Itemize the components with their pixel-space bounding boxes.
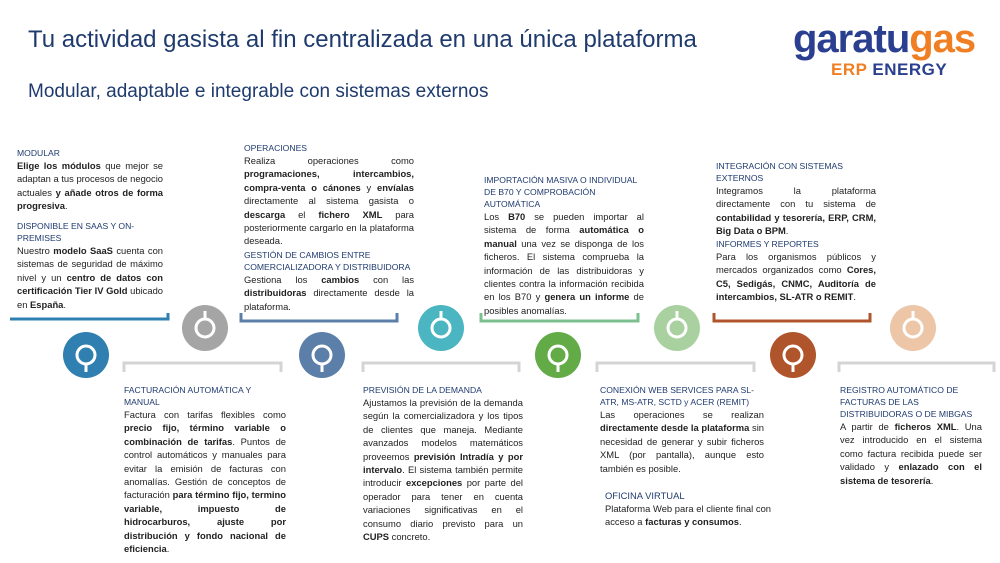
cambios-heading: GESTIÓN DE CAMBIOS ENTRE COMERCIALIZADORA Y DISTRIBUIDORA (244, 250, 411, 272)
timeline-node-5 (535, 332, 581, 378)
integracion-heading: INTEGRACIÓN CON SISTEMAS EXTERNOS (716, 161, 844, 183)
oficina-block (605, 490, 771, 529)
connector-modular (10, 313, 168, 319)
registro-text: A partir de ficheros XML. Una vez introducido en el sistema como factura recibida puede ser validado y enlazado con el sistema de tesorería. (840, 421, 982, 486)
facturacion-block (124, 384, 286, 555)
conexion-text: Las operaciones se realizan directamente desde la plataforma sin necesidad de generar y subir ficheros XML (por pantalla), aunque esto también es posible. (600, 409, 764, 474)
facturacion-heading: FACTURACIÓN AUTOMÁTICA Y MANUAL (124, 385, 252, 407)
logo-part1: garatu (793, 17, 910, 61)
registro-block (840, 384, 982, 487)
page-subtitle: Modular, adaptable e integrable con sistemas externos (28, 81, 489, 102)
cambios-text: Gestiona los cambios con las distribuidoras directamente desde la plataforma. (244, 274, 415, 312)
logo-erp: ERP (831, 60, 868, 79)
timeline-node-6 (654, 305, 700, 351)
timeline-node-7 (770, 332, 816, 378)
informes-block (716, 238, 876, 304)
connector-conexion (597, 363, 754, 372)
informes-text: Para los organismos públicos y mercados organizados como Cores, C5, Sedigás, CNMC, Auditoría de intercambios, SL-ATR o REMIT. (716, 251, 876, 303)
modular-heading: MODULAR (17, 148, 60, 158)
timeline-node-4 (418, 305, 464, 351)
timeline-node-8 (890, 305, 936, 351)
conexion-heading: CONEXIÓN WEB SERVICES PARA SL-ATR, MS-ATR, SCTD y ACER (REMIT) (600, 385, 754, 407)
connector-prevision (363, 363, 519, 372)
informes-heading: INFORMES Y REPORTES (716, 239, 819, 249)
prevision-block (363, 384, 523, 543)
page-title: Tu actividad gasista al fin centralizada en una única plataforma (28, 26, 697, 53)
logo-energy: ENERGY (872, 60, 948, 79)
operaciones-heading: OPERACIONES (244, 143, 308, 153)
timeline-node-2 (182, 305, 228, 351)
operaciones-text: Realiza operaciones como programaciones, intercambios, compra-venta o cánones y envíalas directamente al sistema gasista o descarga el fichero XML para posteriormente cargarlo en la plataforma deseada. (244, 155, 415, 247)
prevision-text: Ajustamos la previsión de la demanda según la comercializadora y los tipos de clientes que maneja. Mediante avanzados modelos matemáticos proveemos previsión Intradía y por intervalo. El sistema también permite introducir excepciones por parte del operador para tener en cuenta variaciones significativas en el consumo diario previsto para un CUPS concreto. (363, 397, 524, 543)
cambios-block (244, 249, 414, 313)
oficina-heading: OFICINA VIRTUAL (605, 490, 685, 501)
saas-block (17, 220, 163, 311)
connector-registro (839, 363, 994, 372)
importacion-heading: IMPORTACIÓN MASIVA O INDIVIDUAL DE B70 Y COMPROBACIÓN AUTOMÁTICA (484, 175, 637, 209)
registro-heading: REGISTRO AUTOMÁTICO DE FACTURAS DE LAS DISTRIBUIDORAS O DE MIBGAS (840, 385, 973, 419)
integracion-block (716, 160, 876, 238)
conexion-block (600, 384, 764, 475)
logo-part2: gas (909, 17, 976, 61)
connector-operaciones (241, 313, 397, 321)
importacion-text: Los B70 se pueden importar al sistema de forma automática o manual una vez se disponga de los ficheros. El sistema comprueba la información de las distribuidoras y clientes contra la información recibida en los B70 y genera un informe de posibles anomalías. (484, 211, 644, 316)
integracion-text: Integramos la plataforma directamente con tu sistema de contabilidad y tesorería, ERP, CRM, Big Data o BPM. (716, 185, 876, 237)
modular-text: Elige los módulos que mejor se adaptan a tus procesos de negocio actuales y añade otros de forma progresiva. (17, 160, 163, 212)
timeline-node-1 (63, 332, 109, 378)
saas-text: Nuestro modelo SaaS cuenta con sistemas de seguridad de máximo nivel y un centro de datos con certificación Tier IV Gold ubicado en España. (17, 245, 163, 310)
importacion-block (484, 174, 644, 317)
facturacion-text: Factura con tarifas flexibles como precio fijo, término variable o combinación de tarifas. Puntos de control automáticos y manuales para evitar la emisión de facturas con anomalías. Gestión de conceptos de facturación para término fijo, termino variable, impuesto de hidrocarburos, ajuste por distribución y fondo nacional de eficiencia. (124, 409, 286, 555)
oficina-text: Plataforma Web para el cliente final con acceso a facturas y consumos. (605, 503, 771, 528)
timeline-node-3 (299, 332, 345, 378)
connector-facturacion (124, 363, 281, 372)
operaciones-block (244, 142, 414, 248)
prevision-heading: PREVISIÓN DE LA DEMANDA (363, 385, 482, 395)
modular-block (17, 147, 163, 213)
connector-integracion (714, 313, 870, 321)
saas-heading: DISPONIBLE EN SAAS Y ON-PREMISES (17, 221, 135, 243)
